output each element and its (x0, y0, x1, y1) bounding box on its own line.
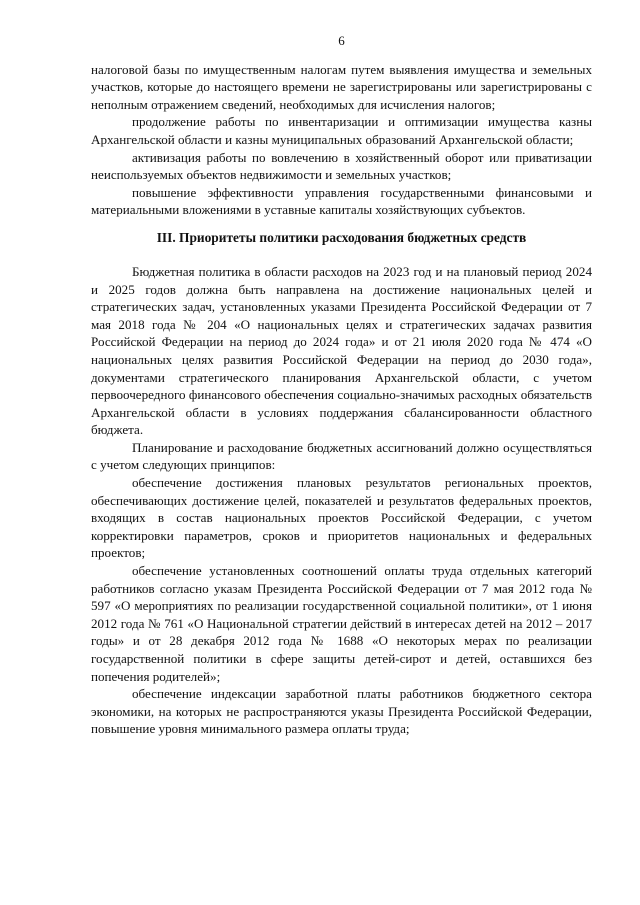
paragraph: обеспечение индексации заработной платы работников бюджетного сектора экономики, на которых не распространяются указы Президента Российской Федерации, повышение уровня минимального размера оплаты труда; (91, 686, 592, 737)
paragraph: активизация работы по вовлечению в хозяйственный оборот или приватизации неиспользуемых объектов недвижимости и земельных участков; (91, 149, 592, 183)
paragraph: Бюджетная политика в области расходов на 2023 год и на плановый период 2024 и 2025 годов должна быть направлена на достижение национальных целей и стратегических задач, установленных указами Президента Российской Федерации от 7 мая 2018 года № 204 «О национальных целях и стратегических задачах развития Российской Федерации на период до 2024 года» и от 21 июля 2020 года № 474 «О национальных целях развития Российской Федерации на период до 2030 года», документами стратегического планирования Архангельской области, с учетом первоочередного финансового обеспечения социально-значимых расходных обязательств Архангельской области в условиях поддержания сбалансированности областного бюджета. (91, 263, 592, 438)
paragraph: Планирование и расходование бюджетных ассигнований должно осуществляться с учетом следующих принципов: (91, 439, 592, 473)
section-heading: III. Приоритеты политики расходования бюджетных средств (156, 229, 527, 245)
paragraph: обеспечение установленных соотношений оплаты труда отдельных категорий работников согласно указам Президента Российской Федерации от 7 мая 2012 года № 597 «О мероприятиях по реализации государственной социальной политики», от 1 июня 2012 года № 761 «О Национальной стратегии действий в интересах детей на 2012 – 2017 годы» и от 28 декабря 2012 года № 1688 «О некоторых мерах по реализации государственной политики в сфере защиты детей-сирот и детей, оставшихся без попечения родителей»; (91, 563, 592, 684)
paragraph-continuation: налоговой базы по имущественным налогам путем выявления имущества и земельных участков, которые до настоящего времени не зарегистрированы или зарегистрированы с неполным отражением сведений, необходимых для исчисления налогов; (91, 61, 592, 112)
page-number: 6 (338, 33, 345, 48)
paragraph: продолжение работы по инвентаризации и оптимизации имущества казны Архангельской области и казны муниципальных образований Архангельской области; (91, 114, 592, 147)
paragraph: повышение эффективности управления государственными финансовыми и материальными вложениями в уставные капиталы хозяйствующих субъектов. (91, 184, 592, 218)
paragraph: обеспечение достижения плановых результатов региональных проектов, обеспечивающих достижение целей, показателей и результатов федеральных проектов, входящих в состав национальных проектов Российской Федерации, с учетом корректировки параметров, сроков и приоритетов национальных и федеральных проектов; (91, 475, 592, 561)
